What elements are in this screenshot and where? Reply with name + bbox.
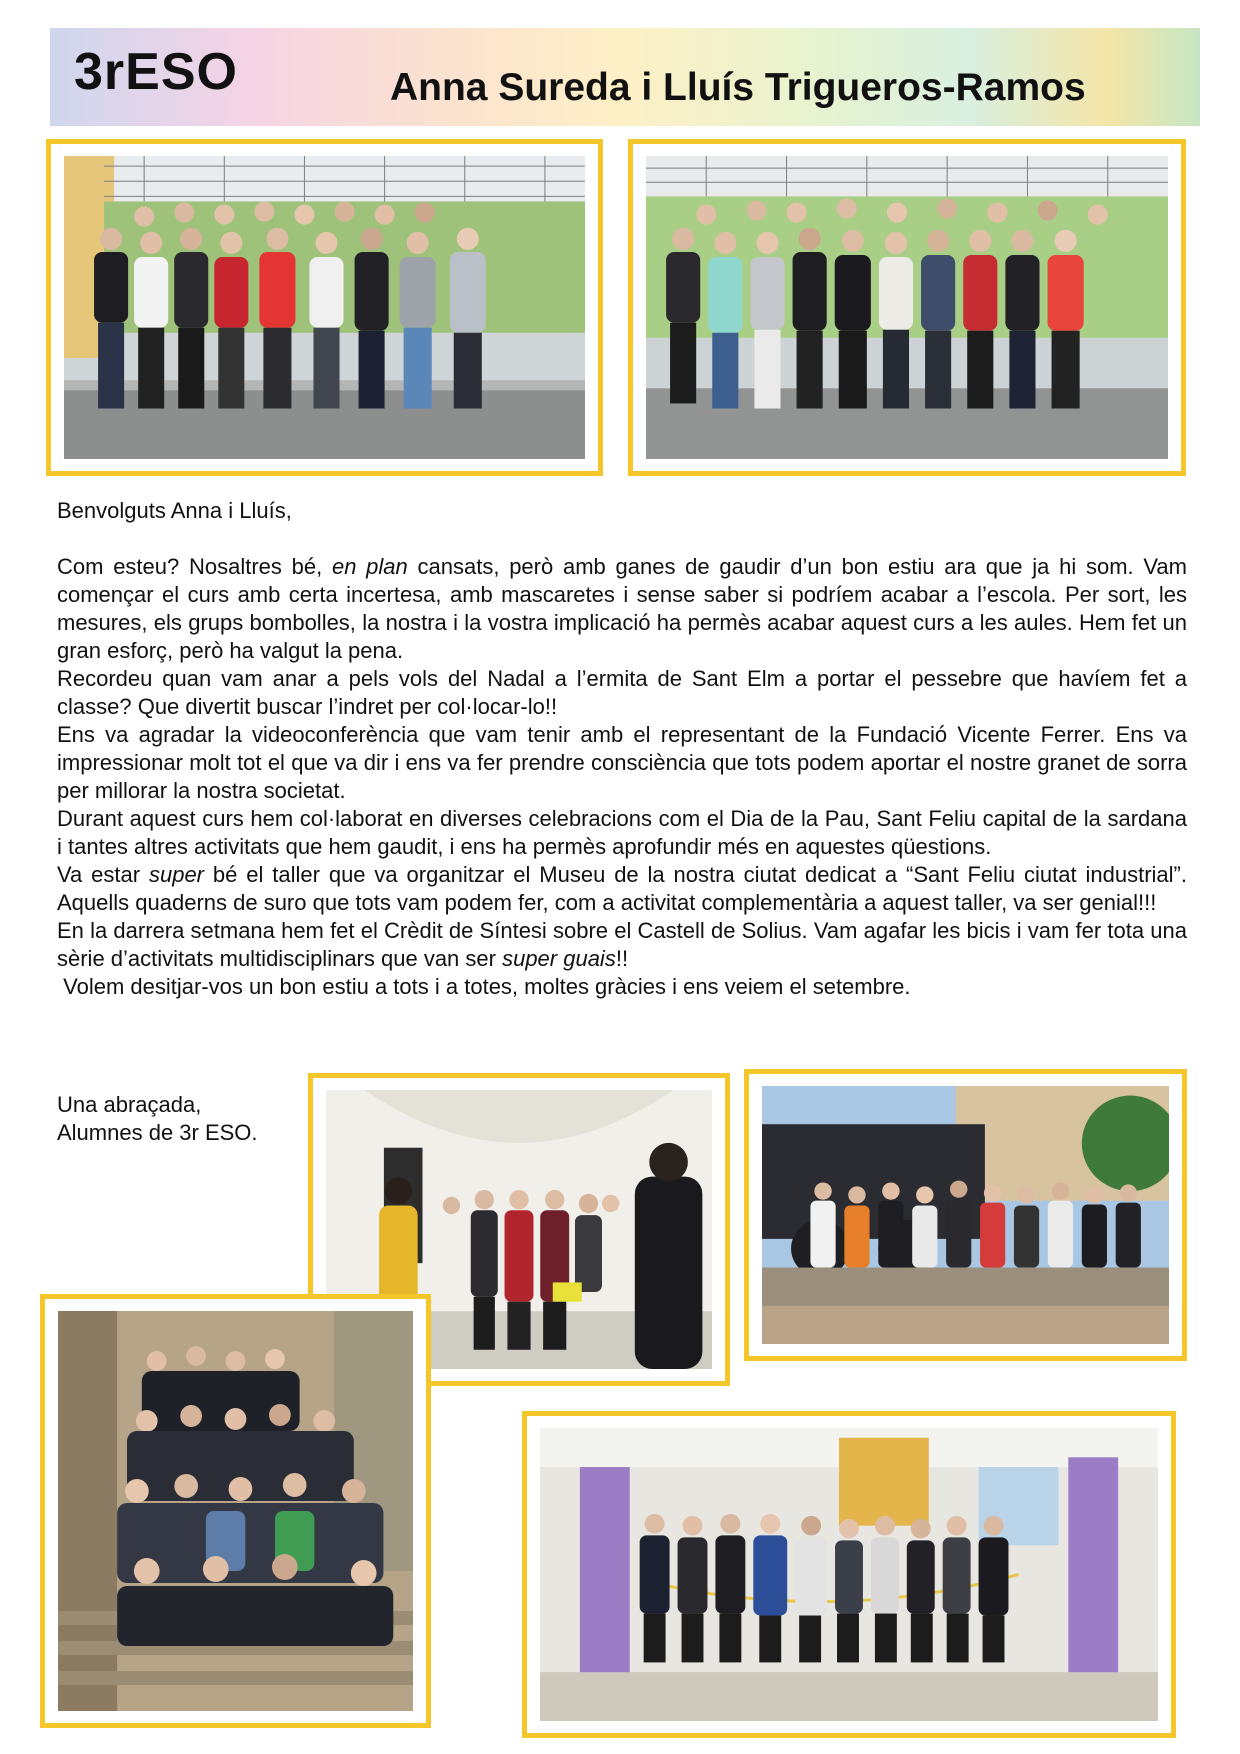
letter-paragraph-5: Va estar super bé el taller que va organitzar el Museu de la nostra ciutat dedicat a “Sant Feliu ciutat industrial”. Aquells quaderns de suro que tots vam podem fer, com a activitat complementària a aquest taller, va ser genial!!! (57, 862, 1187, 915)
letter-paragraph-6: En la darrera setmana hem fet el Crèdit de Síntesi sobre el Castell de Solius. Vam agafar les bicis i vam fer tota una sèrie d’activitats multidisciplinars que van ser super guais!! (57, 918, 1187, 971)
grade-label: 3rESO (74, 43, 238, 101)
class-photo-group-2 (628, 139, 1186, 476)
header-banner (50, 28, 1200, 126)
letter-body (57, 553, 1187, 1001)
closing-text: Una abraçada, (57, 1092, 202, 1117)
castle-stairs-photo (40, 1294, 431, 1728)
letter-paragraph-3: Ens va agradar la videoconferència que vam tenir amb el representant de la Fundació Vicente Ferrer. Ens va impressionar molt tot el que va dir i ens va fer prendre consciència que tots podem aportar el nostre granet de sorra per millorar la nostra societat. (57, 722, 1187, 803)
letter-paragraph-4: Durant aquest curs hem col·laborat en diverses celebracions com el Dia de la Pau, Sant Feliu capital de la sardana i tantes altres activitats que hem gaudit, i ens ha permès aprofundir més en aquestes qüestions. (57, 806, 1187, 859)
greeting-text: Benvolguts Anna i Lluís, (57, 498, 292, 523)
signature-text: Alumnes de 3r ESO. (57, 1120, 258, 1145)
letter-paragraph-1: Com esteu? Nosaltres bé, en plan cansats, però amb ganes de gaudir d’un bon estiu ara que ja hi som. Vam començar el curs amb certa incertesa, amb mascaretes i sense saber si podríem acabar a l’escola. Per sort, les mesures, els grups bombolles, la nostra i la vostra implicació ha permès acabar aquest curs a les aules. Hem fet un gran esforç, però ha valgut la pena. (57, 554, 1187, 663)
letter-greeting (57, 497, 1187, 525)
page-title: Anna Sureda i Lluís Trigueros-Ramos (390, 66, 1086, 109)
school-hallway-photo (522, 1411, 1176, 1738)
locomotive-photo (744, 1069, 1187, 1361)
class-photo-group-1 (46, 139, 603, 476)
letter-paragraph-2: Recordeu quan vam anar a pels vols del Nadal a l’ermita de Sant Elm a portar el pessebre que havíem fet a classe? Que divertit buscar l’indret per col·locar-lo!! (57, 666, 1187, 719)
letter-signoff (57, 1091, 258, 1147)
letter-paragraph-7: Volem desitjar-vos un bon estiu a tots i a totes, moltes gràcies i ens veiem el setembre. (57, 974, 911, 999)
